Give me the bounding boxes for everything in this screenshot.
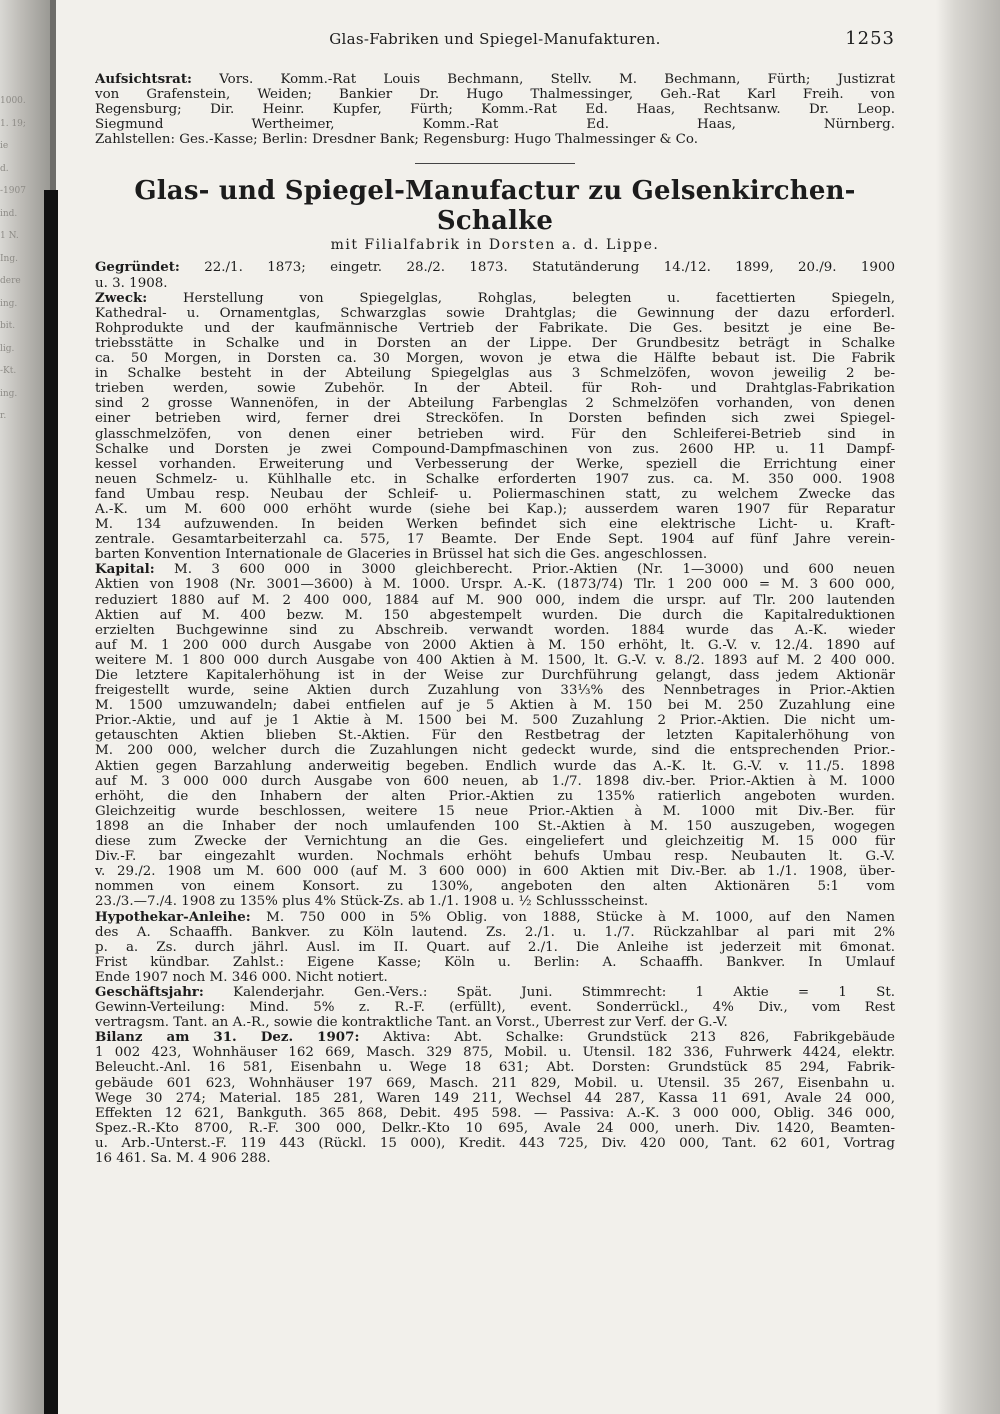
bleed-fragment: ind.: [0, 208, 18, 219]
text-line: Siegmund Wertheimer, Komm.-Rat Ed. Haas, Nürnberg.: [95, 117, 895, 133]
book-spine-shadow: [44, 190, 58, 1414]
text-line: triebsstätte in Schalke und in Dorsten an der Lippe. Der Grundbesitz beträgt in Schalke: [95, 335, 895, 351]
running-head-title: Glas-Fabriken und Spiegel-Manufakturen.: [329, 30, 661, 48]
text-line: Schalke und Dorsten je zwei Compound-Dampfmaschinen von zus. 2600 HP. u. 11 Dampf-: [95, 441, 895, 457]
scan-right-margin: [936, 0, 1000, 1414]
bleed-fragment: -Kt.: [0, 366, 17, 376]
text-line: nommen von einem Konsort. zu 130%, angeboten den alten Aktionären 5:1 vom: [95, 879, 895, 895]
text-line: Aufsichtsrat: Vors. Komm.-Rat Louis Bechmann, Stellv. M. Bechmann, Fürth; Justizrat: [95, 72, 895, 87]
text-line: Gewinn-Verteilung: Mind. 5% z. R.-F. (erfüllt), event. Sonderrückl., 4% Div., vom Rest: [95, 1000, 895, 1016]
text-line: 16 461. Sa. M. 4 906 288.: [95, 1151, 271, 1166]
bleed-fragment: bit.: [0, 321, 16, 331]
text-line: Gleichzeitig wurde beschlossen, weitere 15 neue Prior.-Aktien à M. 1000 mit Div.-Ber. für: [95, 803, 895, 819]
bleed-fragment: -1907: [0, 186, 26, 196]
text-line: Hypothekar-Anleihe: M. 750 000 in 5% Oblig. von 1888, Stücke à M. 1000, auf den Namen: [95, 909, 895, 925]
text-line: Zahlstellen: Ges.-Kasse; Berlin: Dresdner Bank; Regensburg: Hugo Thalmessinger & Co.: [95, 132, 698, 148]
document-page: [95, 28, 895, 1166]
text-line: ca. 50 Morgen, in Dorsten ca. 30 Morgen, wovon je etwa die Hälfte bebaut ist. Die Fabrik: [95, 351, 895, 367]
text-line: Spez.-R.-Kto 8700, R.-F. 300 000, Delkr.-Kto 10 695, Avale 24 000, unerh. Div. 1420, Beamten-: [95, 1120, 895, 1136]
text-line: reduziert 1880 auf M. 2 400 000, 1884 auf M. 900 000, indem die urspr. auf Tlr. 200 lautenden: [95, 592, 895, 608]
text-line: diese zum Zwecke der Vernichtung an die Ges. eingeliefert und gleichzeitig M. 15 000 für: [95, 834, 895, 850]
balance-section: [95, 1030, 895, 1166]
bleed-fragment: lig.: [0, 343, 15, 354]
text-line: Gegründet: 22./1. 1873; eingetr. 28./2. 1873. Statutänderung 14./12. 1899, 20./9. 1900: [95, 260, 895, 276]
company-title: Glas- und Spiegel-Manufactur zu Gelsenkirchen-Schalke: [134, 176, 856, 237]
text-line: u. 3. 1908.: [95, 275, 168, 291]
text-line: p. a. Zs. durch jährl. Ausl. im II. Quart. auf 2./1. Die Anleihe ist jederzeit mit 6monat.: [95, 939, 895, 955]
text-line: einer betrieben wird, ferner drei Strecköfen. In Dorsten befinden sich zwei Spiegel-: [95, 411, 895, 427]
text-line: zentrale. Gesamtarbeiterzahl ca. 575, 17 Beamte. Der Ende Sept. 1904 auf fünf Jahre verein-: [95, 532, 895, 548]
text-line: Kapital: M. 3 600 000 in 3000 gleichberecht. Prior.-Aktien (Nr. 1—3000) und 600 neuen: [95, 562, 895, 578]
text-line: Kathedral- u. Ornamentglas, Schwarzglas sowie Drahtglas; die Gewinnung der dazu erforderl.: [95, 305, 895, 321]
text-line: weitere M. 1 800 000 durch Ausgabe von 400 Aktien à M. 1500, lt. G.-V. v. 8./2. 1893 auf M. 2 400 000.: [95, 652, 895, 668]
text-line: v. 29./2. 1908 um M. 600 000 (auf M. 3 600 000) in 600 Aktien mit Div.-Ber. ab 1./1. 1908, über-: [95, 864, 895, 880]
bleed-fragment: d.: [0, 163, 9, 174]
book-gutter-top: [50, 0, 56, 190]
text-line: Beleucht.-Anl. 16 581, Eisenbahn u. Wege 18 631; Abt. Dorsten: Grundstück 85 294, Fabrik-: [95, 1060, 895, 1076]
text-line: des A. Schaaffh. Bankver. zu Köln lautend. Zs. 2./1. u. 1./7. Rückzahlbar al pari mit 2%: [95, 924, 895, 940]
text-line: Frist kündbar. Zahlst.: Eigene Kasse; Köln u. Berlin: A. Schaaffh. Bankver. In Umlauf: [95, 954, 895, 970]
text-line: freigestellt wurde, seine Aktien durch Zuzahlung von 33⅓% des Nennbetrages in Prior.-Aktien: [95, 683, 895, 699]
bleed-fragment: 1 N.: [0, 231, 19, 241]
text-line: u. Arb.-Unterst.-F. 119 443 (Rückl. 15 000), Kredit. 443 725, Div. 420 000, Tant. 62 601, Vortrag: [95, 1135, 895, 1151]
bleed-fragment: 1. 19;: [0, 118, 26, 129]
text-line: sind 2 grosse Wannenöfen, in der Abteilung Farbenglas 2 Schmelzöfen vorhanden, von denen: [95, 396, 895, 412]
bleed-fragment: ing.: [0, 388, 18, 399]
text-line: Aktien auf M. 400 bezw. M. 150 abgestempelt wurden. Die durch die Kapitalreduktionen: [95, 607, 895, 623]
text-line: trieben werden, sowie Zubehör. In der Abteil. für Roh- und Drahtglas-Fabrikation: [95, 381, 895, 397]
running-head: [95, 28, 895, 54]
bleed-fragment: 1000.: [0, 96, 26, 106]
text-line: vertragsm. Tant. an A.-R., sowie die kontraktliche Tant. an Vorst., Überrest zur Verf. der G.-V.: [95, 1015, 728, 1031]
text-line: A.-K. um M. 600 000 erhöht wurde (siehe bei Kap.); ausserdem waren 1907 für Reparatur: [95, 501, 895, 517]
text-line: Ende 1907 noch M. 346 000. Nicht notiert.: [95, 969, 388, 985]
text-line: auf M. 3 000 000 durch Ausgabe von 600 neuen, ab 1./7. 1898 div.-ber. Prior.-Aktien à M. 1000: [95, 773, 895, 789]
text-line: Geschäftsjahr: Kalenderjahr. Gen.-Vers.: Spät. Juni. Stimmrecht: 1 Aktie = 1 St.: [95, 984, 895, 1000]
text-line: Effekten 12 621, Bankguth. 365 868, Debit. 495 598. — Passiva: A.-K. 3 000 000, Oblig. 346 000,: [95, 1105, 895, 1121]
text-line: Aktien von 1908 (Nr. 3001—3600) à M. 1000. Urspr. A.-K. (1873/74) Tlr. 1 200 000 = M. 3 600 000,: [95, 577, 895, 593]
purpose-section: [95, 291, 895, 563]
bleed-fragment: ie: [0, 141, 9, 151]
text-line: barten Konvention Internationale de Glaceries in Brüssel hat sich die Ges. angeschlossen.: [95, 547, 708, 563]
text-line: Die letztere Kapitalerhöhung ist in der Weise zur Durchführung gelangt, dass jedem Aktionär: [95, 668, 895, 683]
text-line: von Grafenstein, Weiden; Bankier Dr. Hugo Thalmessinger, Geh.-Rat Karl Freih. von: [95, 87, 895, 103]
text-line: fand Umbau resp. Neubau der Schleif- u. Poliermaschinen statt, zu welchem Zwecke das: [95, 486, 895, 502]
bleed-fragment: r.: [0, 411, 7, 421]
text-line: 23./3.—7./4. 1908 zu 135% plus 4% Stück-Zs. ab 1./1. 1908 u. ½ Schlussscheinst.: [95, 894, 649, 910]
capital-section: [95, 562, 895, 909]
bleed-fragment: ing.: [0, 298, 18, 309]
facing-page-bleed: [0, 90, 44, 428]
text-line: in Schalke besteht in der Abteilung Spiegelglas aus 3 Schmelzöfen, wovon jeweilig 2 be-: [95, 366, 895, 382]
text-line: M. 200 000, welcher durch die Zuzahlungen nicht gedeckt wurde, sind die entsprechenden Prior.-: [95, 743, 895, 759]
text-line: auf M. 1 200 000 durch Ausgabe von 2000 Aktien à M. 150 erhöht, lt. G.-V. v. 12./4. 1890 auf: [95, 637, 895, 653]
section-divider: [415, 163, 575, 164]
text-line: Rohprodukte und der kaufmännische Vertrieb der Fabrikate. Die Ges. besitzt je eine Be-: [95, 320, 895, 336]
text-line: neuen Schmelz- u. Kühlhalle etc. in Schalke erforderten 1907 zus. ca. M. 350 000. 1908: [95, 471, 895, 487]
founded-section: [95, 260, 895, 290]
text-line: glasschmelzöfen, von denen einer betrieben wird. Für den Schleiferei-Betrieb sind in: [95, 426, 895, 442]
bleed-fragment: dere: [0, 276, 21, 286]
text-line: Aktien gegen Barzahlung anderweitig begeben. Endlich wurde das A.-K. lt. G.-V. v. 11./5. 1898: [95, 758, 895, 774]
page-number: 1253: [845, 28, 895, 49]
text-line: Regensburg; Dir. Heinr. Kupfer, Fürth; Komm.-Rat Ed. Haas, Rechtsanw. Dr. Leop.: [95, 102, 895, 118]
text-line: M. 1500 umzuwandeln; dabei entfielen auf je 5 Aktien à M. 150 bei M. 250 Zuzahlung eine: [95, 698, 895, 714]
bond-section: [95, 910, 895, 985]
text-line: 1 002 423, Wohnhäuser 162 669, Masch. 329 875, Mobil. u. Utensil. 182 336, Fuhrwerk 4424, elektr.: [95, 1045, 895, 1061]
text-line: erhöht, die den Inhabern der alten Prior.-Aktien zu 135% ratierlich angeboten wurden.: [95, 788, 895, 804]
text-line: 1898 an die Inhaber der noch umlaufenden 100 St.-Aktien à M. 150 auszugeben, wogegen: [95, 818, 895, 834]
text-line: Zweck: Herstellung von Spiegelglas, Rohglas, belegten u. facettierten Spiegeln,: [95, 290, 895, 306]
text-line: Wege 30 274; Material. 185 281, Waren 149 211, Wechsel 44 287, Kassa 11 691, Avale 24 000,: [95, 1090, 895, 1106]
text-line: kessel vorhanden. Erweiterung und Verbesserung der Werke, speziell die Errichtung einer: [95, 456, 895, 472]
text-line: Bilanz am 31. Dez. 1907: Aktiva: Abt. Schalke: Grundstück 213 826, Fabrikgebäude: [95, 1030, 895, 1046]
text-line: Div.-F. bar eingezahlt wurden. Nochmals erhöht behufs Umbau resp. Neubauten lt. G.-V.: [95, 849, 895, 865]
fiscal-section: [95, 985, 895, 1030]
text-line: erzielten Buchgewinne sind zu Abschreib. verwandt worden. 1884 wurde das A.-K. wieder: [95, 622, 895, 638]
text-line: gebäude 601 623, Wohnhäuser 197 669, Masch. 211 829, Mobil. u. Utensil. 35 267, Eisenbahn u.: [95, 1075, 895, 1091]
text-line: getauschten Aktien blieben St.-Aktien. Für den Restbetrag der letzten Kapitalerhöhung von: [95, 728, 895, 744]
company-subtitle: mit Filialfabrik in Dorsten a. d. Lippe.: [330, 237, 660, 254]
text-line: Prior.-Aktie, und auf je 1 Aktie à M. 1500 bei M. 500 Zuzahlung 2 Prior.-Aktien. Die nicht um-: [95, 713, 895, 729]
previous-company-section: [95, 72, 895, 147]
text-line: M. 134 aufzuwenden. In beiden Werken befindet sich eine elektrische Licht- u. Kraft-: [95, 517, 895, 533]
bleed-fragment: Ing.: [0, 253, 18, 264]
